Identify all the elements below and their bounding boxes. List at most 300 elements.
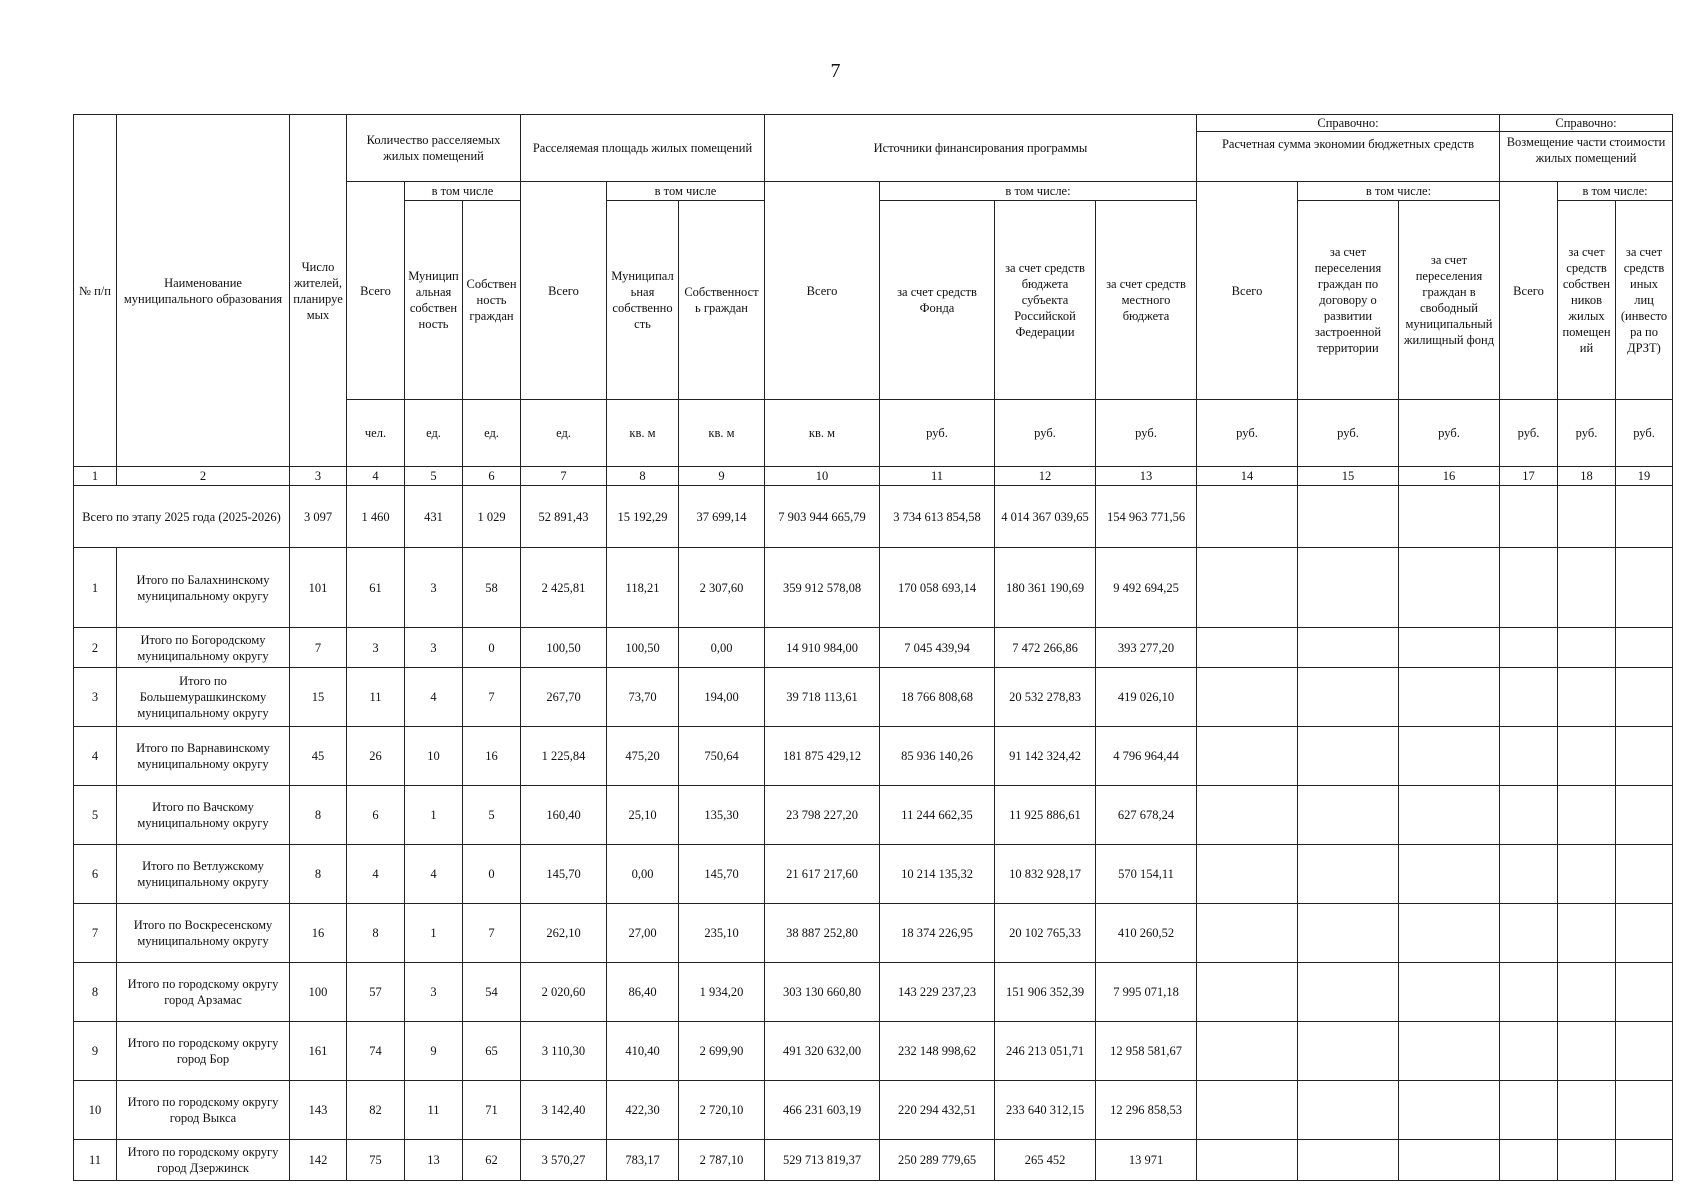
row-rooms-municipal: 11 xyxy=(405,1081,463,1140)
total-name: Всего по этапу 2025 года (2025-2026) xyxy=(74,486,290,548)
header-compensation-title: Возмещение части стоимости жилых помещений xyxy=(1506,135,1666,165)
row-fin-fund: 18 374 226,95 xyxy=(880,904,995,963)
column-number-cell: 12 xyxy=(995,467,1096,486)
total-empty xyxy=(1197,486,1298,548)
row-rooms-municipal: 3 xyxy=(405,628,463,668)
row-rooms-municipal: 10 xyxy=(405,727,463,786)
row-rooms-citizens: 5 xyxy=(463,786,521,845)
row-empty-cell xyxy=(1558,845,1616,904)
row-number: 9 xyxy=(74,1022,117,1081)
row-empty-cell xyxy=(1298,1140,1399,1181)
header-area-municipal: Муниципальная собственность xyxy=(607,201,679,400)
table-row xyxy=(74,548,1673,628)
row-empty-cell xyxy=(1298,1081,1399,1140)
row-empty-cell xyxy=(1616,845,1673,904)
row-empty-cell xyxy=(1500,1140,1558,1181)
row-rooms-citizens: 65 xyxy=(463,1022,521,1081)
stage-total-row xyxy=(74,486,1673,548)
row-rooms-municipal: 3 xyxy=(405,963,463,1022)
row-residents: 7 xyxy=(290,628,347,668)
row-rooms-total: 4 xyxy=(347,845,405,904)
row-fin-fund: 18 766 808,68 xyxy=(880,668,995,727)
row-fin-total: 38 887 252,80 xyxy=(765,904,880,963)
row-empty-cell xyxy=(1558,904,1616,963)
unit-cell: руб. xyxy=(1096,400,1197,467)
row-empty-cell xyxy=(1399,845,1500,904)
row-number: 8 xyxy=(74,963,117,1022)
row-residents: 45 xyxy=(290,727,347,786)
row-area-citizens: 2 787,10 xyxy=(679,1140,765,1181)
row-area-citizens: 2 307,60 xyxy=(679,548,765,628)
total-rooms-total: 1 460 xyxy=(347,486,405,548)
column-number-cell: 6 xyxy=(463,467,521,486)
row-rooms-total: 57 xyxy=(347,963,405,1022)
row-rooms-total: 82 xyxy=(347,1081,405,1140)
row-empty-cell xyxy=(1500,786,1558,845)
row-fin-local: 12 296 858,53 xyxy=(1096,1081,1197,1140)
row-fin-fund: 7 045 439,94 xyxy=(880,628,995,668)
row-empty-cell xyxy=(1616,1081,1673,1140)
row-area-municipal: 73,70 xyxy=(607,668,679,727)
unit-cell: кв. м xyxy=(679,400,765,467)
header-ref-label-1: Справочно: xyxy=(1197,115,1499,132)
row-rooms-total: 74 xyxy=(347,1022,405,1081)
row-rooms-municipal: 13 xyxy=(405,1140,463,1181)
row-empty-cell xyxy=(1298,668,1399,727)
row-empty-cell xyxy=(1197,668,1298,727)
row-fin-local: 419 026,10 xyxy=(1096,668,1197,727)
row-rooms-citizens: 7 xyxy=(463,904,521,963)
row-area-municipal: 0,00 xyxy=(607,845,679,904)
unit-cell: чел. xyxy=(347,400,405,467)
row-fin-subject: 11 925 886,61 xyxy=(995,786,1096,845)
row-rooms-citizens: 71 xyxy=(463,1081,521,1140)
unit-cell: руб. xyxy=(880,400,995,467)
column-number-cell: 10 xyxy=(765,467,880,486)
header-savings-group xyxy=(1197,115,1500,182)
unit-cell: руб. xyxy=(1616,400,1673,467)
total-empty xyxy=(1298,486,1399,548)
unit-cell: руб. xyxy=(1399,400,1500,467)
row-fin-total: 14 910 984,00 xyxy=(765,628,880,668)
row-fin-fund: 85 936 140,26 xyxy=(880,727,995,786)
row-fin-total: 181 875 429,12 xyxy=(765,727,880,786)
row-fin-local: 9 492 694,25 xyxy=(1096,548,1197,628)
row-rooms-municipal: 4 xyxy=(405,668,463,727)
row-area-municipal: 475,20 xyxy=(607,727,679,786)
row-empty-cell xyxy=(1558,727,1616,786)
row-fin-subject: 91 142 324,42 xyxy=(995,727,1096,786)
row-fin-fund: 220 294 432,51 xyxy=(880,1081,995,1140)
header-num: № п/п xyxy=(74,115,117,467)
header-comp-incl: в том числе: xyxy=(1558,182,1673,201)
row-name: Итого по Большемурашкинскому муниципальному округу xyxy=(117,668,290,727)
row-fin-local: 12 958 581,67 xyxy=(1096,1022,1197,1081)
row-fin-total: 491 320 632,00 xyxy=(765,1022,880,1081)
row-residents: 15 xyxy=(290,668,347,727)
header-area-incl: в том числе xyxy=(607,182,765,201)
row-empty-cell xyxy=(1197,904,1298,963)
header-savings-free: за счет переселения граждан в свободный муниципальный жилищный фонд xyxy=(1399,201,1500,400)
row-fin-local: 4 796 964,44 xyxy=(1096,727,1197,786)
row-empty-cell xyxy=(1197,1140,1298,1181)
row-area-total: 3 110,30 xyxy=(521,1022,607,1081)
unit-cell: ед. xyxy=(405,400,463,467)
row-number: 11 xyxy=(74,1140,117,1181)
row-empty-cell xyxy=(1298,845,1399,904)
row-number: 2 xyxy=(74,628,117,668)
row-fin-fund: 170 058 693,14 xyxy=(880,548,995,628)
row-name: Итого по Богородскому муниципальному округу xyxy=(117,628,290,668)
table-row xyxy=(74,904,1673,963)
header-ref-label-2: Справочно: xyxy=(1500,115,1672,132)
row-empty-cell xyxy=(1616,1022,1673,1081)
row-fin-subject: 233 640 312,15 xyxy=(995,1081,1096,1140)
row-number: 4 xyxy=(74,727,117,786)
column-number-cell: 9 xyxy=(679,467,765,486)
header-residents: Число жителей, планируемых xyxy=(290,115,347,467)
row-empty-cell xyxy=(1558,1022,1616,1081)
row-area-citizens: 2 699,90 xyxy=(679,1022,765,1081)
row-area-municipal: 27,00 xyxy=(607,904,679,963)
row-rooms-citizens: 62 xyxy=(463,1140,521,1181)
row-empty-cell xyxy=(1616,668,1673,727)
row-fin-subject: 10 832 928,17 xyxy=(995,845,1096,904)
row-fin-total: 21 617 217,60 xyxy=(765,845,880,904)
total-fin-subject: 4 014 367 039,65 xyxy=(995,486,1096,548)
row-empty-cell xyxy=(1197,727,1298,786)
column-number-cell: 17 xyxy=(1500,467,1558,486)
row-rooms-total: 61 xyxy=(347,548,405,628)
header-fin-subject: за счет средств бюджета субъекта Российской Федерации xyxy=(995,201,1096,400)
table-row xyxy=(74,628,1673,668)
row-empty-cell xyxy=(1298,963,1399,1022)
row-area-total: 160,40 xyxy=(521,786,607,845)
column-number-cell: 4 xyxy=(347,467,405,486)
total-rooms-municipal: 431 xyxy=(405,486,463,548)
row-fin-local: 13 971 xyxy=(1096,1140,1197,1181)
row-empty-cell xyxy=(1197,786,1298,845)
row-empty-cell xyxy=(1197,548,1298,628)
row-empty-cell xyxy=(1399,963,1500,1022)
total-empty xyxy=(1500,486,1558,548)
column-number-cell: 18 xyxy=(1558,467,1616,486)
row-empty-cell xyxy=(1399,1140,1500,1181)
row-fin-local: 570 154,11 xyxy=(1096,845,1197,904)
row-area-total: 2 425,81 xyxy=(521,548,607,628)
column-number-cell: 11 xyxy=(880,467,995,486)
table-row xyxy=(74,727,1673,786)
row-empty-cell xyxy=(1500,963,1558,1022)
row-empty-cell xyxy=(1197,963,1298,1022)
row-empty-cell xyxy=(1298,548,1399,628)
row-empty-cell xyxy=(1399,1022,1500,1081)
row-rooms-citizens: 16 xyxy=(463,727,521,786)
row-empty-cell xyxy=(1558,628,1616,668)
column-number-cell: 14 xyxy=(1197,467,1298,486)
row-empty-cell xyxy=(1558,1140,1616,1181)
column-number-cell: 1 xyxy=(74,467,117,486)
column-number-cell: 3 xyxy=(290,467,347,486)
row-name: Итого по Воскресенскому муниципальному округу xyxy=(117,904,290,963)
row-area-total: 3 142,40 xyxy=(521,1081,607,1140)
header-compensation-group xyxy=(1500,115,1673,182)
table-row xyxy=(74,668,1673,727)
row-residents: 101 xyxy=(290,548,347,628)
row-fin-total: 529 713 819,37 xyxy=(765,1140,880,1181)
row-empty-cell xyxy=(1298,904,1399,963)
row-number: 1 xyxy=(74,548,117,628)
unit-cell: ед. xyxy=(521,400,607,467)
row-area-citizens: 194,00 xyxy=(679,668,765,727)
row-area-citizens: 2 720,10 xyxy=(679,1081,765,1140)
row-fin-subject: 265 452 xyxy=(995,1140,1096,1181)
header-savings-total: Всего xyxy=(1197,182,1298,400)
row-rooms-total: 8 xyxy=(347,904,405,963)
row-rooms-total: 75 xyxy=(347,1140,405,1181)
row-empty-cell xyxy=(1399,1081,1500,1140)
row-fin-subject: 7 472 266,86 xyxy=(995,628,1096,668)
header-rooms-group: Количество расселяемых жилых помещений xyxy=(347,115,521,182)
row-empty-cell xyxy=(1616,904,1673,963)
row-rooms-citizens: 7 xyxy=(463,668,521,727)
row-area-citizens: 1 934,20 xyxy=(679,963,765,1022)
row-name: Итого по Балахнинскому муниципальному округу xyxy=(117,548,290,628)
table-row xyxy=(74,786,1673,845)
row-name: Итого по Ветлужскому муниципальному округу xyxy=(117,845,290,904)
column-number-cell: 7 xyxy=(521,467,607,486)
header-fin-incl: в том числе: xyxy=(880,182,1197,201)
unit-cell: руб. xyxy=(1298,400,1399,467)
row-empty-cell xyxy=(1500,1022,1558,1081)
row-fin-total: 39 718 113,61 xyxy=(765,668,880,727)
row-residents: 142 xyxy=(290,1140,347,1181)
row-area-total: 1 225,84 xyxy=(521,727,607,786)
row-fin-fund: 143 229 237,23 xyxy=(880,963,995,1022)
row-rooms-total: 6 xyxy=(347,786,405,845)
row-rooms-citizens: 0 xyxy=(463,845,521,904)
row-area-municipal: 100,50 xyxy=(607,628,679,668)
row-name: Итого по городскому округу город Бор xyxy=(117,1022,290,1081)
row-residents: 8 xyxy=(290,845,347,904)
row-area-citizens: 235,10 xyxy=(679,904,765,963)
column-number-cell: 2 xyxy=(117,467,290,486)
row-empty-cell xyxy=(1399,786,1500,845)
row-empty-cell xyxy=(1558,668,1616,727)
row-area-municipal: 422,30 xyxy=(607,1081,679,1140)
unit-cell: руб. xyxy=(1558,400,1616,467)
row-name: Итого по городскому округу город Дзержинск xyxy=(117,1140,290,1181)
row-fin-total: 359 912 578,08 xyxy=(765,548,880,628)
row-residents: 100 xyxy=(290,963,347,1022)
row-empty-cell xyxy=(1298,1022,1399,1081)
table-row xyxy=(74,845,1673,904)
row-area-total: 3 570,27 xyxy=(521,1140,607,1181)
column-number-cell: 15 xyxy=(1298,467,1399,486)
page-number: 7 xyxy=(830,60,841,82)
row-fin-total: 303 130 660,80 xyxy=(765,963,880,1022)
row-fin-fund: 250 289 779,65 xyxy=(880,1140,995,1181)
total-fin-fund: 3 734 613 854,58 xyxy=(880,486,995,548)
row-fin-fund: 232 148 998,62 xyxy=(880,1022,995,1081)
row-fin-local: 393 277,20 xyxy=(1096,628,1197,668)
column-number-cell: 8 xyxy=(607,467,679,486)
row-fin-fund: 11 244 662,35 xyxy=(880,786,995,845)
row-empty-cell xyxy=(1558,1081,1616,1140)
header-rooms-citizens: Собственность граждан xyxy=(463,201,521,400)
unit-cell: ед. xyxy=(463,400,521,467)
row-number: 6 xyxy=(74,845,117,904)
total-fin-local: 154 963 771,56 xyxy=(1096,486,1197,548)
row-empty-cell xyxy=(1500,668,1558,727)
row-fin-local: 7 995 071,18 xyxy=(1096,963,1197,1022)
row-area-municipal: 783,17 xyxy=(607,1140,679,1181)
row-empty-cell xyxy=(1197,845,1298,904)
row-fin-subject: 20 102 765,33 xyxy=(995,904,1096,963)
resettlement-table xyxy=(73,114,1673,1181)
header-savings-dev: за счет переселения граждан по договору о развитии застроенной территории xyxy=(1298,201,1399,400)
column-number-cell: 13 xyxy=(1096,467,1197,486)
row-number: 5 xyxy=(74,786,117,845)
row-fin-local: 410 260,52 xyxy=(1096,904,1197,963)
header-fin-local: за счет средств местного бюджета xyxy=(1096,201,1197,400)
row-empty-cell xyxy=(1500,1081,1558,1140)
row-area-municipal: 86,40 xyxy=(607,963,679,1022)
row-area-citizens: 145,70 xyxy=(679,845,765,904)
row-empty-cell xyxy=(1197,1022,1298,1081)
total-empty xyxy=(1616,486,1673,548)
unit-cell: кв. м xyxy=(607,400,679,467)
header-savings-title: Расчетная сумма экономии бюджетных средств xyxy=(1221,137,1475,151)
row-fin-subject: 180 361 190,69 xyxy=(995,548,1096,628)
row-rooms-municipal: 1 xyxy=(405,786,463,845)
row-rooms-citizens: 54 xyxy=(463,963,521,1022)
row-number: 7 xyxy=(74,904,117,963)
column-number-cell: 19 xyxy=(1616,467,1673,486)
table-row xyxy=(74,1081,1673,1140)
row-number: 10 xyxy=(74,1081,117,1140)
row-empty-cell xyxy=(1616,727,1673,786)
row-residents: 161 xyxy=(290,1022,347,1081)
table-row xyxy=(74,1140,1673,1181)
row-area-total: 267,70 xyxy=(521,668,607,727)
unit-cell: кв. м xyxy=(765,400,880,467)
row-empty-cell xyxy=(1616,786,1673,845)
total-rooms-citizens: 1 029 xyxy=(463,486,521,548)
header-comp-other: за счет средств иных лиц (инвестора по ДРЗТ) xyxy=(1616,201,1673,400)
header-area-citizens: Собственность граждан xyxy=(679,201,765,400)
row-area-citizens: 0,00 xyxy=(679,628,765,668)
row-empty-cell xyxy=(1298,727,1399,786)
row-fin-subject: 151 906 352,39 xyxy=(995,963,1096,1022)
row-rooms-municipal: 1 xyxy=(405,904,463,963)
row-number: 3 xyxy=(74,668,117,727)
row-empty-cell xyxy=(1298,628,1399,668)
row-rooms-citizens: 58 xyxy=(463,548,521,628)
row-fin-subject: 246 213 051,71 xyxy=(995,1022,1096,1081)
total-empty xyxy=(1558,486,1616,548)
row-empty-cell xyxy=(1399,548,1500,628)
row-residents: 16 xyxy=(290,904,347,963)
row-empty-cell xyxy=(1500,727,1558,786)
header-comp-owners: за счет средств собственников жилых помещений xyxy=(1558,201,1616,400)
header-rooms-total: Всего xyxy=(347,182,405,400)
row-empty-cell xyxy=(1558,963,1616,1022)
row-empty-cell xyxy=(1616,548,1673,628)
table-body xyxy=(74,115,1673,1181)
row-name: Итого по Варнавинскому муниципальному округу xyxy=(117,727,290,786)
header-finance-group: Источники финансирования программы xyxy=(765,115,1197,182)
row-area-total: 262,10 xyxy=(521,904,607,963)
total-area-municipal: 15 192,29 xyxy=(607,486,679,548)
header-rooms-incl: в том числе xyxy=(405,182,521,201)
row-empty-cell xyxy=(1500,845,1558,904)
header-savings-incl: в том числе: xyxy=(1298,182,1500,201)
row-residents: 8 xyxy=(290,786,347,845)
row-empty-cell xyxy=(1298,786,1399,845)
unit-cell: руб. xyxy=(995,400,1096,467)
unit-cell: руб. xyxy=(1197,400,1298,467)
row-fin-local: 627 678,24 xyxy=(1096,786,1197,845)
row-empty-cell xyxy=(1616,1140,1673,1181)
row-area-municipal: 410,40 xyxy=(607,1022,679,1081)
row-empty-cell xyxy=(1616,628,1673,668)
header-comp-total: Всего xyxy=(1500,182,1558,400)
row-empty-cell xyxy=(1399,727,1500,786)
row-rooms-citizens: 0 xyxy=(463,628,521,668)
header-area-total: Всего xyxy=(521,182,607,400)
row-rooms-total: 11 xyxy=(347,668,405,727)
header-row-1 xyxy=(74,115,1673,182)
row-empty-cell xyxy=(1399,668,1500,727)
row-area-municipal: 25,10 xyxy=(607,786,679,845)
total-area-total: 52 891,43 xyxy=(521,486,607,548)
row-rooms-municipal: 9 xyxy=(405,1022,463,1081)
row-empty-cell xyxy=(1616,963,1673,1022)
total-residents: 3 097 xyxy=(290,486,347,548)
total-empty xyxy=(1399,486,1500,548)
row-empty-cell xyxy=(1500,628,1558,668)
row-rooms-municipal: 3 xyxy=(405,548,463,628)
total-area-citizens: 37 699,14 xyxy=(679,486,765,548)
row-name: Итого по городскому округу город Арзамас xyxy=(117,963,290,1022)
unit-cell: руб. xyxy=(1500,400,1558,467)
row-area-total: 100,50 xyxy=(521,628,607,668)
row-empty-cell xyxy=(1558,548,1616,628)
row-empty-cell xyxy=(1399,904,1500,963)
column-number-cell: 16 xyxy=(1399,467,1500,486)
row-area-citizens: 750,64 xyxy=(679,727,765,786)
row-rooms-total: 26 xyxy=(347,727,405,786)
table-row xyxy=(74,963,1673,1022)
row-area-municipal: 118,21 xyxy=(607,548,679,628)
header-fin-fund: за счет средств Фонда xyxy=(880,201,995,400)
row-rooms-total: 3 xyxy=(347,628,405,668)
column-number-cell: 5 xyxy=(405,467,463,486)
row-area-citizens: 135,30 xyxy=(679,786,765,845)
header-name: Наименование муниципального образования xyxy=(117,115,290,467)
row-area-total: 2 020,60 xyxy=(521,963,607,1022)
row-empty-cell xyxy=(1197,628,1298,668)
column-numbers-row xyxy=(74,467,1673,486)
row-fin-total: 466 231 603,19 xyxy=(765,1081,880,1140)
table-row xyxy=(74,1022,1673,1081)
row-name: Итого по городскому округу город Выкса xyxy=(117,1081,290,1140)
row-empty-cell xyxy=(1197,1081,1298,1140)
header-rooms-municipal: Муниципальная собственность xyxy=(405,201,463,400)
row-empty-cell xyxy=(1500,904,1558,963)
header-fin-total: Всего xyxy=(765,182,880,400)
